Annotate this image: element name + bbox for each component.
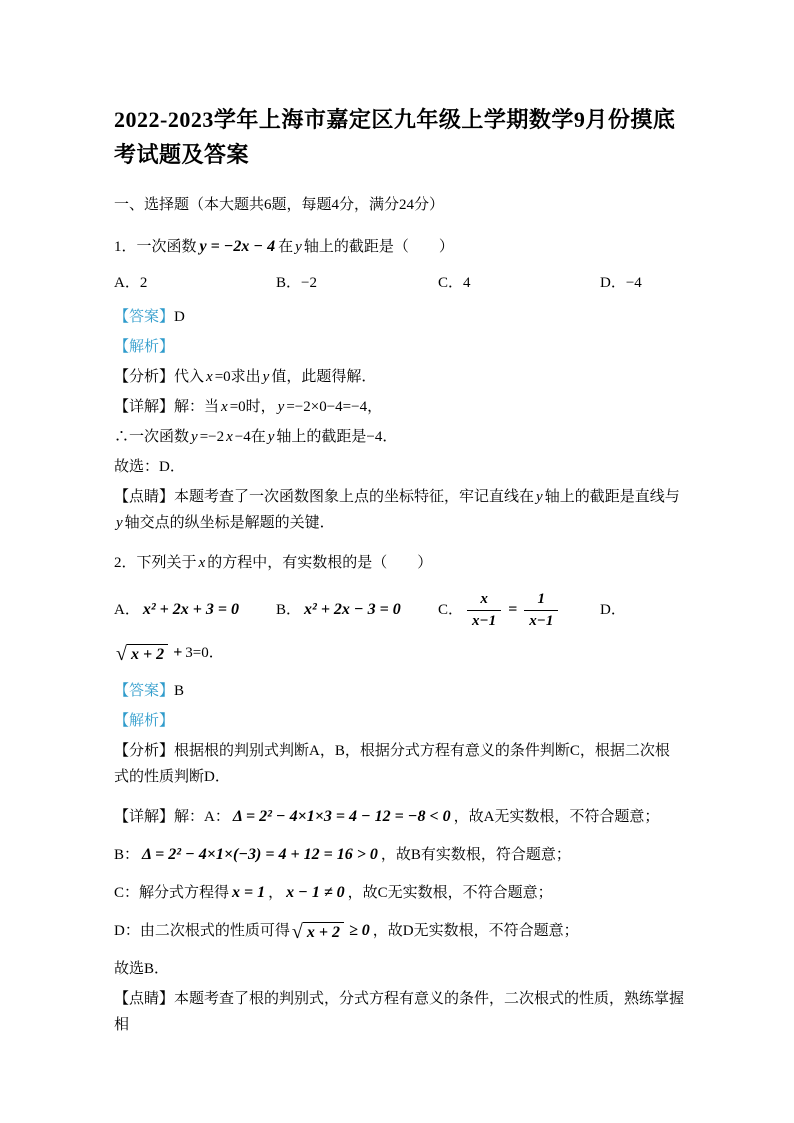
choice-result-1 bbox=[114, 454, 684, 480]
text-run: 3=0． bbox=[185, 645, 224, 661]
text-run: ，故B有实数根，符合题意； bbox=[380, 847, 571, 863]
detail-2a bbox=[114, 804, 684, 830]
option-d-content bbox=[114, 640, 684, 666]
math-variable: y bbox=[277, 399, 285, 415]
square-root bbox=[116, 644, 168, 664]
math-expression: Δ = 2² − 4×1×(−3) = 4 + 12 = 16 > 0 bbox=[142, 846, 378, 863]
math-expression: Δ = 2² − 4×1×3 = 4 − 12 = −8 < 0 bbox=[232, 808, 451, 825]
analysis-label-1 bbox=[114, 334, 684, 360]
text-run: 轴交点的纵坐标是解题的关键． bbox=[124, 515, 335, 531]
radical-sign: √ bbox=[291, 920, 303, 943]
detail-2c bbox=[114, 880, 684, 906]
question-1-options-option-a bbox=[114, 270, 276, 296]
text-run: =0时， bbox=[229, 399, 276, 415]
text-run: 1．一次函数 bbox=[114, 239, 197, 255]
text-run: =−2×0−4=−4， bbox=[286, 399, 383, 415]
math-variable: y bbox=[536, 489, 543, 505]
text-run: 【点睛】本题考查了一次函数图象上点的坐标特征，牢记直线在 bbox=[114, 489, 535, 505]
conclusion-1 bbox=[114, 424, 684, 450]
text-run: 值，此题得解． bbox=[271, 369, 377, 385]
fraction bbox=[467, 590, 501, 631]
math-variable: x bbox=[226, 429, 233, 445]
analysis-1 bbox=[114, 364, 684, 390]
answer-1 bbox=[114, 304, 684, 330]
bracket-label: 【解析】 bbox=[114, 339, 175, 355]
text-run: 【详解】解：当 bbox=[114, 399, 220, 415]
text-run: 故选B． bbox=[114, 961, 170, 977]
math-variable: y bbox=[116, 515, 123, 531]
answer-2 bbox=[114, 678, 684, 704]
text-run: B bbox=[174, 683, 185, 699]
bracket-label: 【解析】 bbox=[114, 713, 175, 729]
text-run: 轴上的截距是（ ） bbox=[303, 239, 454, 255]
question-1-stem bbox=[114, 234, 684, 260]
text-run: D．−4 bbox=[600, 275, 642, 291]
text-run: C． bbox=[438, 602, 464, 618]
text-run: C．4 bbox=[438, 275, 471, 291]
choice-result-2 bbox=[114, 956, 684, 982]
fraction-numerator: 1 bbox=[524, 590, 558, 611]
text-run: C：解分式方程得 bbox=[114, 885, 230, 901]
question-1-options-option-d bbox=[600, 270, 642, 296]
math-variable: x bbox=[206, 369, 213, 385]
radical-sign: √ bbox=[116, 642, 127, 665]
remark-1 bbox=[114, 484, 684, 536]
math-variable: y bbox=[262, 369, 270, 385]
math-variable: x bbox=[221, 399, 228, 415]
detail-1 bbox=[114, 394, 684, 420]
question-2-options bbox=[114, 586, 684, 634]
text-run: =0求出 bbox=[214, 369, 261, 385]
text-run: −4在 bbox=[234, 429, 266, 445]
math-variable: y bbox=[267, 429, 275, 445]
bracket-label: 【答案】 bbox=[114, 309, 175, 325]
text-run: 2022-2023学年上海市嘉定区九年级上学期数学9月份摸底 bbox=[114, 107, 676, 132]
text-run: ，故A无实数根，不符合题意； bbox=[453, 809, 660, 825]
analysis-label-2 bbox=[114, 708, 684, 734]
question-1-options bbox=[114, 270, 684, 296]
text-run: 一、选择题（本大题共6题，每题4分，满分24分） bbox=[114, 197, 445, 213]
question-2-options-option-c bbox=[438, 590, 600, 631]
fraction-denominator: x−1 bbox=[529, 612, 554, 629]
text-run: B．−2 bbox=[276, 275, 317, 291]
text-run: D． bbox=[600, 602, 626, 618]
math-variable: y bbox=[191, 429, 198, 445]
radicand: x + 2 bbox=[303, 922, 344, 942]
text-run: B． bbox=[276, 602, 302, 618]
question-2-options-option-b bbox=[276, 597, 438, 623]
detail-2d bbox=[114, 918, 684, 944]
text-run: ， bbox=[268, 885, 284, 901]
text-run: 2．下列关于 bbox=[114, 555, 197, 571]
fraction bbox=[524, 590, 558, 631]
question-1-options-option-b bbox=[276, 270, 438, 296]
question-2-stem bbox=[114, 550, 684, 576]
text-run: ，故C无实数根，不符合题意； bbox=[347, 885, 553, 901]
radicand: x + 2 bbox=[127, 644, 168, 664]
analysis-2 bbox=[114, 738, 684, 790]
text-run: 【分析】根据根的判别式判断A，B，根据分式方程有意义的条件判断C，根据二次根式的性质判断D． bbox=[114, 743, 670, 785]
square-root bbox=[292, 922, 344, 942]
fraction-denominator: x−1 bbox=[472, 612, 497, 629]
detail-2b bbox=[114, 842, 684, 868]
text-run: ，故D无实数根，不符合题意； bbox=[372, 923, 579, 939]
doc-title bbox=[114, 102, 684, 172]
text-run: D：由二次根式的性质可得 bbox=[114, 923, 290, 939]
text-run: A．2 bbox=[114, 275, 148, 291]
text-run: 【点睛】本题考查了根的判别式，分式方程有意义的条件，二次根式的性质，熟练掌握相 bbox=[114, 991, 685, 1033]
math-variable: y bbox=[295, 239, 302, 255]
text-run: 故选：D． bbox=[114, 459, 185, 475]
math-expression: x = 1 bbox=[232, 884, 266, 901]
question-2-options-option-d bbox=[600, 597, 626, 623]
math-expression: + bbox=[173, 644, 183, 661]
text-run: 轴上的截距是直线与 bbox=[544, 489, 680, 505]
question-2-options-option-a bbox=[114, 597, 276, 623]
text-run: B： bbox=[114, 847, 140, 863]
math-expression: x² + 2x + 3 = 0 bbox=[142, 601, 239, 618]
bracket-label: 【答案】 bbox=[114, 683, 175, 699]
math-expression: x − 1 ≠ 0 bbox=[286, 884, 345, 901]
text-run: 轴上的截距是−4． bbox=[276, 429, 398, 445]
text-run: 考试题及答案 bbox=[114, 142, 250, 167]
text-run: D bbox=[174, 309, 185, 325]
math-expression: ≥ 0 bbox=[348, 922, 370, 939]
text-run: ∴一次函数 bbox=[114, 429, 190, 445]
text-run: 【分析】代入 bbox=[114, 369, 205, 385]
text-run: A． bbox=[114, 602, 140, 618]
fraction-numerator: x bbox=[467, 590, 501, 611]
math-expression: x² + 2x − 3 = 0 bbox=[304, 601, 401, 618]
text-run: 的方程中，有实数根的是（ ） bbox=[207, 555, 433, 571]
section-heading-choice bbox=[114, 192, 684, 218]
math-expression: = bbox=[508, 601, 518, 618]
question-1-options-option-c bbox=[438, 270, 600, 296]
remark-2 bbox=[114, 986, 684, 1038]
text-run: =−2 bbox=[199, 429, 225, 445]
math-expression: y = −2x − 4 bbox=[199, 238, 276, 255]
text-run: 在 bbox=[278, 239, 294, 255]
text-run: 【详解】解：A： bbox=[114, 809, 230, 825]
math-variable: x bbox=[198, 555, 206, 571]
